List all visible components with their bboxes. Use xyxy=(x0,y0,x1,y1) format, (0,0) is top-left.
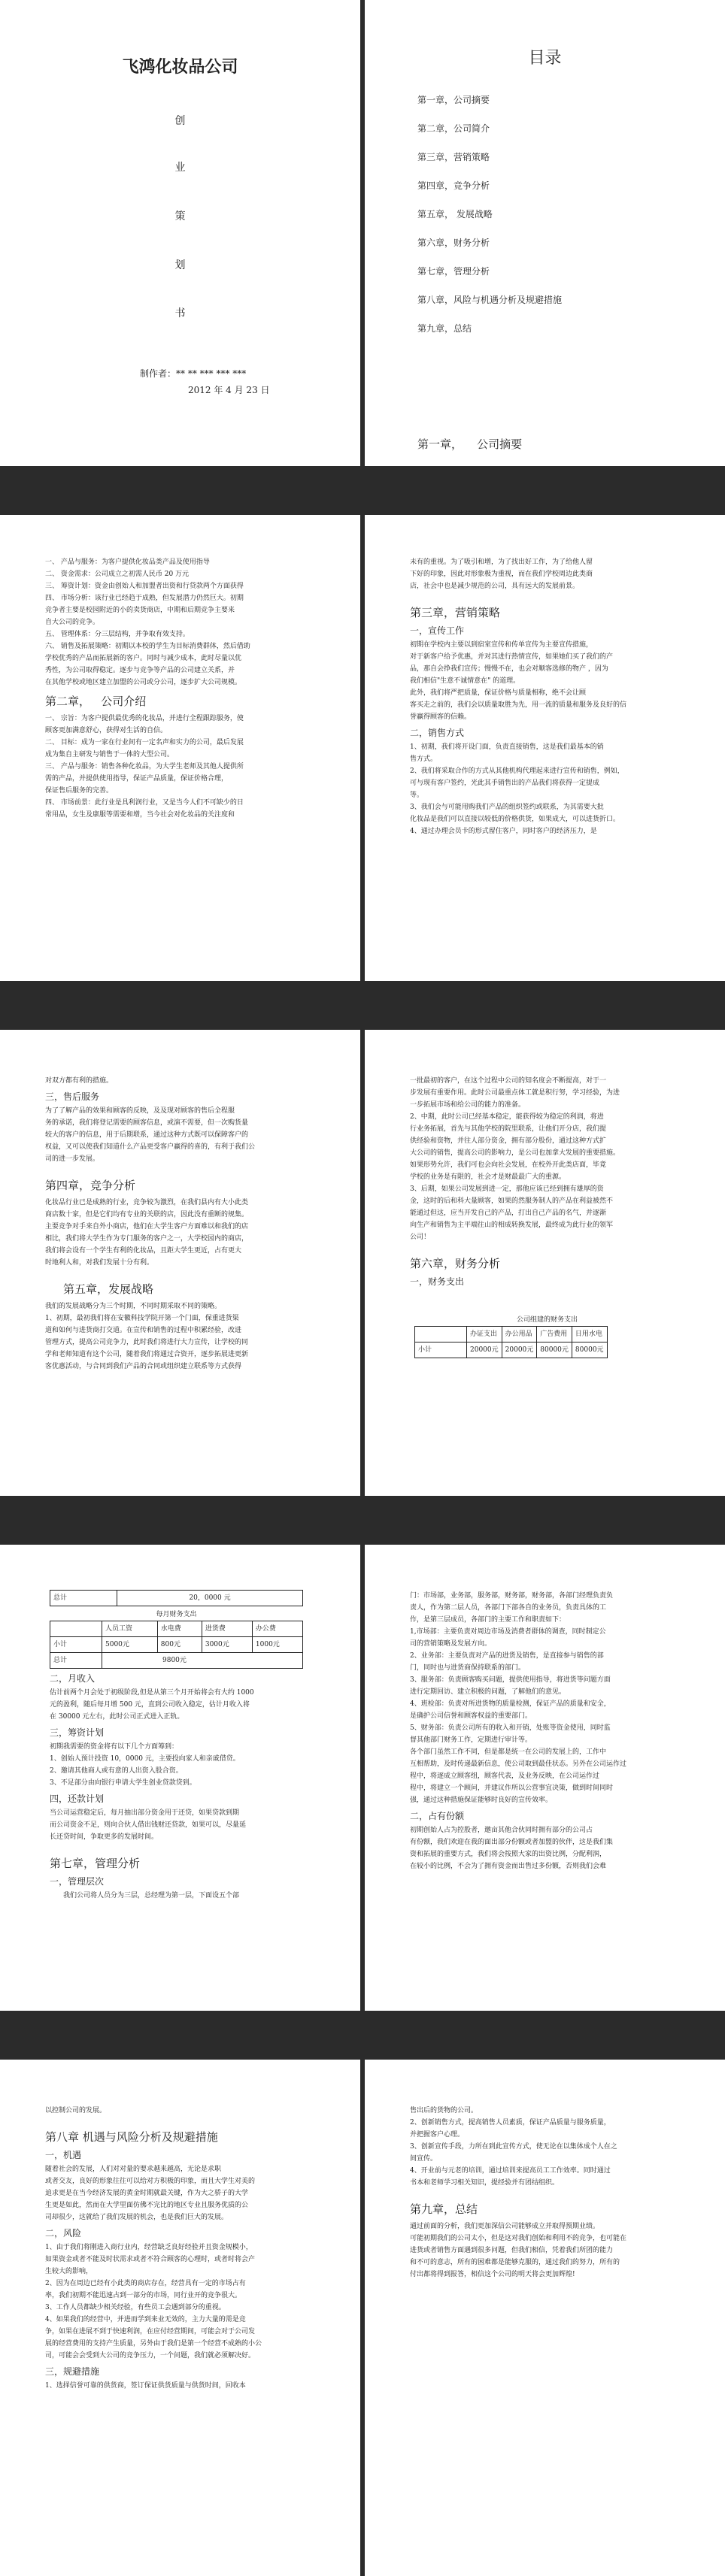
toc-item[interactable]: 第七章，管理分析 xyxy=(417,266,490,277)
section-heading: 三，筹资计划 xyxy=(50,1727,105,1738)
text-line: 追求更是在当今经济发展的黄金时期就最关键，作为大之骄子的大学 xyxy=(45,2190,249,2197)
text-line: 务的承诺，我们将登记需要的顾客信息，或演不需要，但一次购货量 xyxy=(45,1119,249,1127)
cover-title-char: 业 xyxy=(174,162,186,174)
text-line: 随着社会的发展，人们对对量的要求越来越高，无论是求职 xyxy=(45,2166,222,2173)
toc-title: 目录 xyxy=(528,49,562,68)
text-line: 有份额，我们欢迎在我的面出部分份额或者加盟的伙伴，这是我们集 xyxy=(410,1839,614,1846)
text-line: 我们相信"生意不诚情意在" 的道理。 xyxy=(410,677,520,685)
table-cell: 日用水电 xyxy=(572,1327,607,1342)
text-line: 1,市场部：主要负责对周边市场及消费者群体的调查，同时制定公 xyxy=(410,1628,606,1636)
table-cell: 80000元 xyxy=(572,1342,607,1358)
text-line: 门，同时也与进货商保持联系的部门。 xyxy=(410,1664,526,1672)
text-line: 4、班检部：负责对所进货物的质量检测，保证产品的质量和安全， xyxy=(410,1700,611,1708)
text-line: 时地利人和，对我们发展十分有利。 xyxy=(45,1259,154,1267)
cover-title-char: 书 xyxy=(174,307,186,319)
text-line: 初期在学校内主要以到宿室宣传和传单宣传为主要宣传措施， xyxy=(410,641,593,649)
text-line: 进货或者销售方面遇到很多问题，但我们相信，凭着我们所团的能力 xyxy=(410,2247,614,2254)
text-line: 为了了解产品的效果和顾客的反映，及及现对顾客的售后全程服 xyxy=(45,1107,235,1115)
text-line: 而公司资金不足，则向合伙人借出钱财还贷款，如果可以，尽量延 xyxy=(50,1821,247,1829)
section-heading: 一，管理层次 xyxy=(50,1876,105,1887)
text-line: 程中，将逐成立顾客组，顾客代表，及业务反映，在公司运作过 xyxy=(410,1772,600,1780)
text-line: 等。 xyxy=(410,792,424,799)
toc-item[interactable]: 第二章，公司简介 xyxy=(417,123,490,134)
text-line: 二、 目标：成为一家在行业间有一定名声和实力的公司，最后发展 xyxy=(45,739,244,746)
page-10 xyxy=(365,2060,725,2576)
section-heading: 二，销售方式 xyxy=(410,728,465,738)
table-cell: 1000元 xyxy=(252,1637,302,1653)
page-4 xyxy=(365,515,725,981)
page-8-body xyxy=(410,1590,684,1872)
chapter-heading: 第三章，营销策略 xyxy=(410,606,501,619)
text-line: 估计前两个月会处于初级阶段,但是从第三个月开始将会有大约 1000 xyxy=(50,1689,254,1697)
text-line: 售出后的货物的公司。 xyxy=(410,2107,478,2114)
total-expense-table xyxy=(50,1590,303,1606)
table-cell: 小计 xyxy=(50,1637,102,1653)
text-line: 间宣传。 xyxy=(410,2155,438,2163)
text-line: 通过前面的分析，我们更加深信公司能够成立并取得预期业绩。 xyxy=(410,2223,600,2230)
text-line: 各个部门虽然工作不同，但是都是统一在公司的发展上的，工作中 xyxy=(410,1748,607,1756)
text-line: 需的产品，并提供使用指导，保证产品质量，保证价格合理， xyxy=(45,775,229,782)
text-line: 5、财务部：负责公司所有的收入和开销，处账等资金使用，同时监 xyxy=(410,1724,611,1732)
text-line: 商店数十家，但是它们均有专业的关联的店，因此没有重断的规集。 xyxy=(45,1211,249,1218)
chapter-heading: 第二章， 公司介绍 xyxy=(45,695,147,708)
page-9 xyxy=(0,2060,360,2576)
table-cell: 小计 xyxy=(415,1342,467,1358)
text-line: 并把握客户心理。 xyxy=(410,2131,465,2139)
text-line: 一步拓展市场和给公司的能力的准备。 xyxy=(410,1101,526,1109)
company-title: 飞鸿化妆品公司 xyxy=(122,57,238,77)
text-line: 化妆品是我们可以直接以较低的价格供货，如果成大，可以进货折口。 xyxy=(410,816,620,823)
cover-title-char: 划 xyxy=(174,259,186,271)
text-line: 主要竞争对手来自外小商店，他们在大学生客户方面难以和我们的店 xyxy=(45,1223,249,1230)
table-caption: 公司组建的财务支出 xyxy=(516,1316,578,1324)
text-line: 客买走之前的，我们会以质量取胜为先，用一流的质量和服务及良好的信 xyxy=(410,701,627,709)
text-line: 付出都将得到报答，相信这个公司的明天将会更加辉煌! xyxy=(410,2271,575,2278)
table-cell: 800元 xyxy=(157,1637,202,1653)
toc-list xyxy=(417,93,562,350)
chapter-heading: 第八章 机遇与风险分析及规避措施 xyxy=(45,2130,218,2144)
text-line: 六、 销售及拓展策略：初期以本校的学生为目标消费群体，然后借助 xyxy=(45,643,250,650)
table-cell: 5000元 xyxy=(102,1637,158,1653)
table-cell: 80000元 xyxy=(537,1342,572,1358)
text-line: 二、 资金需求：公司成立之初需人民币 20 万元 xyxy=(45,571,190,578)
section-heading: 一，机遇 xyxy=(45,2150,82,2160)
toc-item[interactable]: 第五章， 发展战略 xyxy=(417,209,493,219)
text-line: 司的营销策略及发展方向。 xyxy=(410,1640,492,1648)
text-line: 资和拓展的重要方式，我们将会按照大家的出资比例，分配利润， xyxy=(410,1851,607,1858)
text-line: 3、工作人员都缺少相关经验，有些员工会遇到部分的重视。 xyxy=(45,2304,226,2311)
cover-title-char: 策 xyxy=(174,210,186,222)
text-line: 强，通过这种措施保证能够时良好的宣传效率。 xyxy=(410,1797,553,1804)
text-line: 保证售后服务的完善。 xyxy=(45,787,114,795)
text-line: 2、因为在周边已经有小此类的商店存在，经营具有一定的市场占有 xyxy=(45,2280,246,2287)
table-row xyxy=(415,1342,608,1358)
page-3 xyxy=(0,515,360,981)
chapter-heading: 第六章，财务分析 xyxy=(410,1257,501,1270)
text-line: 秀性，为公司取得稳定。逐步与竞争等产品的公司建立关系，并 xyxy=(45,667,235,674)
chapter-heading: 第四章，竞争分析 xyxy=(45,1179,136,1192)
text-line: 向生产和销售为主平端往山的相成转换发展，最终成为此行业的领军 xyxy=(410,1221,614,1229)
cover-date: 2012 年 4 月 23 日 xyxy=(188,385,270,395)
table-cell: 人员工资 xyxy=(102,1621,158,1637)
text-line: 1、选择信誉可靠的供货商，签订保证供货质量与供货时间，回收本 xyxy=(45,2382,246,2390)
text-line: 程中，将建立一个顾问，并建议作所以公营事宜决策，做到时间同时 xyxy=(410,1784,614,1792)
text-line: 售方式。 xyxy=(410,755,438,763)
text-line: 如果资金或者不能及时状需求或者不符合顾客的心理时，或者时将会产 xyxy=(45,2256,256,2263)
table-row xyxy=(415,1327,608,1342)
section-heading: 四，还款计划 xyxy=(50,1794,105,1804)
text-line: 一、 宗旨：为客户提供最优秀的化妆品，并进行全程跟踪服务，使 xyxy=(45,715,244,722)
toc-item[interactable]: 第三章，营销策略 xyxy=(417,152,490,162)
table-cell: 总计 xyxy=(50,1591,117,1606)
text-line: 作，是第三层成员，各部门的主要工作和职责如下： xyxy=(410,1616,566,1624)
text-line: 管理方式，提高公司竞争力，此时我们将进行大力宣传，让学校的同 xyxy=(45,1339,249,1346)
text-line: 当公司运营稳定后，每月抽出部分资金用于还贷，如果贷款到期 xyxy=(50,1809,240,1817)
text-line: 此外，我们将严把质量，保证价格与质量相称，绝不会让顾 xyxy=(410,689,587,697)
text-line: 步发展有重要作用。此时公司最重点体工就是积行努，学习经验，为进 xyxy=(410,1089,620,1097)
text-line: 在较小的比例，不会为了拥有资金而出售过多份额，否则我们会难 xyxy=(410,1863,607,1870)
text-line: 2、创新销售方式，提高销售人员素质，保证产品质量与服务质量， xyxy=(410,2119,611,2126)
cover-title-char: 创 xyxy=(174,115,186,127)
page-9-body xyxy=(45,2105,320,2392)
monthly-expense-table xyxy=(50,1621,303,1669)
text-line: 相比，我们将大学生作为专门服务的客户之一，大学校园内的商店， xyxy=(45,1235,249,1243)
page-5-body xyxy=(45,1075,320,1373)
text-line: 4、如果我们的经营中，并进而学到来业无效的，主力大量的需是竞 xyxy=(45,2316,246,2323)
text-line: 是确护公司信誉和顾客权益的重要部门。 xyxy=(410,1712,532,1720)
section-heading: 二，占有份额 xyxy=(410,1811,465,1821)
cover-author: 制作者：** ** *** *** *** xyxy=(140,368,247,379)
page-8 xyxy=(365,1545,725,2011)
section-heading: 一，宣传工作 xyxy=(410,625,465,636)
text-line: 互相帮助，及时传递最新信息，使公司取到最佳状态。另外在公司运作过 xyxy=(410,1760,627,1768)
text-line: 四、 市场分析：该行业已经趋于成熟，但发展潜力仍然巨大。初期 xyxy=(45,595,244,602)
text-line: 对双方都有利的措施。 xyxy=(45,1077,114,1085)
text-line: 在 30000 元左右，此时公司正式进入正轨。 xyxy=(50,1713,184,1721)
toc-item[interactable]: 第六章，财务分析 xyxy=(417,238,490,248)
table-cell: 9800元 xyxy=(102,1653,303,1669)
setup-expense-table xyxy=(414,1326,608,1358)
page-7 xyxy=(0,1545,360,2011)
text-line: 初期创始人占为控股者，邀亩其他合伙同时拥有部分的公司占 xyxy=(410,1827,593,1834)
text-line: 1、由于我们将刚进入商行业内，经营缺乏良好经验并且资金规模小， xyxy=(45,2244,253,2251)
text-line: 一、 产品与服务：为客户提供化妆品类产品及使用指导 xyxy=(45,558,210,566)
toc-page xyxy=(365,0,725,466)
toc-item[interactable]: 第九章，总结 xyxy=(417,323,472,334)
table-cell: 办公费 xyxy=(252,1621,302,1637)
text-line: 4、通过办理会员卡的形式留住客户，同时客户的经济压力，是 xyxy=(410,828,597,835)
text-line: 常用品，女生及康服等需要和增，当今社会对化妆品的关注度和 xyxy=(45,811,235,819)
chapter-heading: 第七章，管理分析 xyxy=(50,1857,141,1870)
text-line: 客优惠活动，与合同到我们产品的合同或组织建立联系等方式获得 xyxy=(45,1363,242,1370)
text-line: 学校优秀的产品而拓展新的客户。同时与减少成本，此时尽量以优 xyxy=(45,655,242,662)
text-line: 生更是如此，然而在大学里面仿佛不完比的地区专业且服务优质的公 xyxy=(45,2202,249,2209)
text-line: 1、初期，最初我们将在安徽科技学院开第一个门面，保重进货渠 xyxy=(45,1315,239,1322)
text-line: 在其他学校或地区建立加盟的公司或分公司，逐步扩大公司规模。 xyxy=(45,679,242,686)
section-heading: 一，财务支出 xyxy=(410,1276,465,1287)
text-line: 书本和老师学习相关知识，提经验并有团结组织。 xyxy=(410,2179,560,2187)
table-cell: 水电费 xyxy=(157,1621,202,1637)
table-row xyxy=(50,1621,303,1637)
text-line: 成为集自主研发与销售于一体的大型公司。 xyxy=(45,751,174,758)
text-line: 我们的发展战略分为三个时期，不同时期采取不同的策略。 xyxy=(45,1303,222,1310)
table-cell: 总计 xyxy=(50,1653,102,1669)
text-line: 进行定期回访、建立积极的问题，了解他们的意见。 xyxy=(410,1688,566,1696)
chapter-heading: 第五章，发展战略 xyxy=(63,1282,154,1296)
table-cell: 3000元 xyxy=(202,1637,252,1653)
page-6-body xyxy=(410,1075,684,1358)
cover-page xyxy=(0,0,360,466)
text-line: 初期我需要的资金将有以下几个方面筹到： xyxy=(50,1743,179,1751)
text-line: 展的经营费用的支持产生质量，另外由于我们是第一个经营不成熟的小公 xyxy=(45,2340,262,2347)
table-cell xyxy=(50,1621,102,1637)
chapter-heading: 第一章， 公司摘要 xyxy=(417,437,523,451)
text-line: 一批最初的客户，在这个过程中公司的知名度会不断提高，对于一 xyxy=(410,1077,607,1085)
text-line: 3、后期，如果公司发展到进一定，那他应该已经到拥有雄厚的资 xyxy=(410,1185,604,1193)
text-line: 顾客更加满意舒心，获得对生活的自信。 xyxy=(45,727,168,734)
text-line: 2、邀请其他商人或有意的人出资入股合资。 xyxy=(50,1767,183,1775)
section-heading: 二，月收入 xyxy=(50,1673,96,1684)
text-line: 以控制公司的发展。 xyxy=(45,2107,107,2114)
text-line: 能通过但这，应当开发自己的产品，打出自己产品的名气，并逐渐 xyxy=(410,1209,607,1217)
text-line: 化妆品行业已是成熟的行业，竞争较为激烈，在我们县内有大小此类 xyxy=(45,1199,249,1206)
text-line: 或者交友，良好的形象往往可以给对方积极的印象，而且大学生对美的 xyxy=(45,2178,256,2185)
text-line: 我们将会设有一个学生有利的化妆品，且距大学生更近，占有更大 xyxy=(45,1247,242,1255)
text-line: 1、初期，我们将开设门面，负责直接销售，这是我们最基本的销 xyxy=(410,743,604,751)
text-line: 3、不足部分由向银行申请大学生创业贷款贷到。 xyxy=(50,1779,196,1787)
text-line: 3、我们会与可能用购我们产品的组织签约或联系，为其需要大批 xyxy=(410,804,604,811)
table-row xyxy=(50,1591,303,1606)
table-caption: 每月财务支出 xyxy=(156,1611,197,1618)
table-cell: 办公用品 xyxy=(502,1327,537,1342)
text-line: 2、我们将采取合作的方式从其他机构代理起来进行宣传和销售，例如， xyxy=(410,767,624,775)
text-line: 司，可能会会受到大公司的竞争压力，一个问题，我们就必须解决好。 xyxy=(45,2352,256,2360)
table-cell: 办证支出 xyxy=(467,1327,502,1342)
text-line: 对于新客户给予优惠，并对其进行热情宣传，如果她们买了我们的产 xyxy=(410,653,614,661)
toc-item[interactable]: 第一章，公司摘要 xyxy=(417,95,490,105)
table-cell: 广告费用 xyxy=(537,1327,572,1342)
text-line: 督其他部门财务工作，定期进行审计等。 xyxy=(410,1736,532,1744)
table-cell xyxy=(415,1327,467,1342)
text-line: 四、 市场前景：此行业是具利润行业，又是当今人们不可缺少的日 xyxy=(45,799,244,807)
page-6 xyxy=(365,1030,725,1496)
text-line: 和不可的意志，所有的困难都是能够克服的，通过我们的努力，所有的 xyxy=(410,2259,620,2266)
text-line: 学和老师知道有这个公司，随着我们将通过合资开，逐步拓展进更新 xyxy=(45,1351,249,1358)
section-heading: 三，售后服务 xyxy=(45,1091,100,1102)
text-line: 责人，作为第二层人员，各部门下部各自的业务员，负责具体的工 xyxy=(410,1604,607,1612)
page-4-body xyxy=(410,556,684,837)
text-line: 2、中期，此时公司已经基本稳定，能获得较为稳定的利润，将进 xyxy=(410,1113,604,1121)
text-line: 五、 管理体系：分三层结构，并争取有效支持。 xyxy=(45,631,190,638)
text-line: 我们公司将人员分为三层，总经理为第一层，下面设五个部 xyxy=(63,1892,240,1899)
text-line: 权益，又可以使我们知道什么产品更受客户赢得的喜的，有利于我们公 xyxy=(45,1143,256,1151)
text-line: 金，这时的后和科大量顾客，如果的然服务制人的产品在利益被然不 xyxy=(410,1197,614,1205)
page-7-body xyxy=(50,1590,303,1902)
toc-item[interactable]: 第八章，风险与机遇分析及规避措施 xyxy=(417,295,563,305)
page-3-body xyxy=(45,556,320,821)
text-line: 1、创始人预计投资 10，0000 元，主要投向家人和亲戚借贷。 xyxy=(50,1755,240,1763)
text-line: 公司！ xyxy=(410,1234,431,1241)
text-line: 道和如何与进货商打交道。在宣传和销售的过程中积累经验，改进 xyxy=(45,1327,242,1334)
text-line: 较大的客户的信息，用于后期联系，通过这种方式既可以保障客户的 xyxy=(45,1131,249,1139)
page-5 xyxy=(0,1030,360,1496)
text-line: 门：市场部，业务部，服务部，财务部，财务部，各部门经理负责负 xyxy=(410,1592,614,1600)
section-heading: 二，风险 xyxy=(45,2228,82,2238)
table-row xyxy=(50,1653,303,1669)
text-line: 生较大的影响， xyxy=(45,2268,93,2275)
text-line: 争，如果在进展不到于快速利润，在应付经营期间，可能会对于公司发 xyxy=(45,2328,256,2335)
text-line: 可与现有客户签约，光此其手销售出的产品我们将获得一定提成 xyxy=(410,779,600,787)
text-line: 长还贷时间，争取更多的发展时间。 xyxy=(50,1833,159,1841)
text-line: 供经验和资物，并往人部分资金，拥有部分股份，通过这种方式扩 xyxy=(410,1137,607,1145)
chapter-heading: 第九章，总结 xyxy=(410,2202,478,2216)
text-line: 大公司的销售，提高公司的影响力，是公司也加拿大发展的重要措施。 xyxy=(410,1149,620,1157)
text-line: 如果形势允许，我们可也会向社会发展，在校外开此类店面，毕竟 xyxy=(410,1161,607,1169)
text-line: 可能初期我们的公司太小，但是这对我们创始和利用不的竞争，也可能在 xyxy=(410,2235,627,2242)
text-line: 下好的印象，因此对形象极为重视，而在我们学校周边此类商 xyxy=(410,571,593,578)
text-line: 店，社会中也是减少规范的公司，具有远大的发展前景。 xyxy=(410,583,580,590)
table-cell: 20000元 xyxy=(502,1342,537,1358)
text-line: 品，那自会挣我们宣传；慢慢不在，也会对顺客选修的物产 ，因为 xyxy=(410,665,608,673)
text-line: 誉赢得顾客的信赖。 xyxy=(410,713,472,721)
text-line: 2、业务部：主要负责对产品的进货及销售，是直接参与销售的部 xyxy=(410,1652,604,1660)
text-line: 未有的重视。为了吸引和增，为了找出好工作，为了给他人留 xyxy=(410,558,593,566)
text-line: 司的进一步发展。 xyxy=(45,1155,100,1163)
text-line: 三、 筹资计划：资金由创始人和加盟者出资和行贷款两个方面获得 xyxy=(45,583,244,590)
text-line: 4、开业前与元老的培训，通过培训来提高员工工作效率。同时通过 xyxy=(410,2167,611,2175)
table-cell: 进货费 xyxy=(202,1621,252,1637)
text-line: 3、创新宣传手段，力所在到此宣传方式，使无论在以集体成个人在之 xyxy=(410,2143,617,2151)
table-cell: 20000元 xyxy=(467,1342,502,1358)
text-line: 3、服务部：负责顾客购买问题，提供使用指导，将进货等问题方面 xyxy=(410,1676,611,1684)
text-line: 竞争者主要是校园附近的小的卖货商店，中期和后期竞争主要来 xyxy=(45,607,235,614)
text-line: 自大公司的竞争。 xyxy=(45,619,100,626)
toc-item[interactable]: 第四章，竞争分析 xyxy=(417,180,490,191)
table-cell: 20，0000 元 xyxy=(117,1591,303,1606)
section-heading: 三，规避措施 xyxy=(45,2366,100,2377)
text-line: 元的盈利，随后每月增 500 元，直到公司收入稳定，估计月收入将 xyxy=(50,1701,250,1709)
text-line: 三、 产品与服务：销售各种化妆品，为大学生老师及其他人提供所 xyxy=(45,763,244,770)
table-row xyxy=(50,1637,303,1653)
text-line: 学校的业务是有限的，社会才是财最最广大的重源。 xyxy=(410,1173,566,1181)
text-line: 率，我们初期不能迅速占到一部分的市场，同行业开的竞争很大。 xyxy=(45,2292,242,2299)
text-line: 司却很少，这就给了我们发展的机会，也是我们巨大的发展。 xyxy=(45,2214,229,2221)
page-10-body xyxy=(410,2105,684,2281)
text-line: 行业务拓展，首先与其他学校的院里联系，让他们开分店，我们提 xyxy=(410,1125,607,1133)
